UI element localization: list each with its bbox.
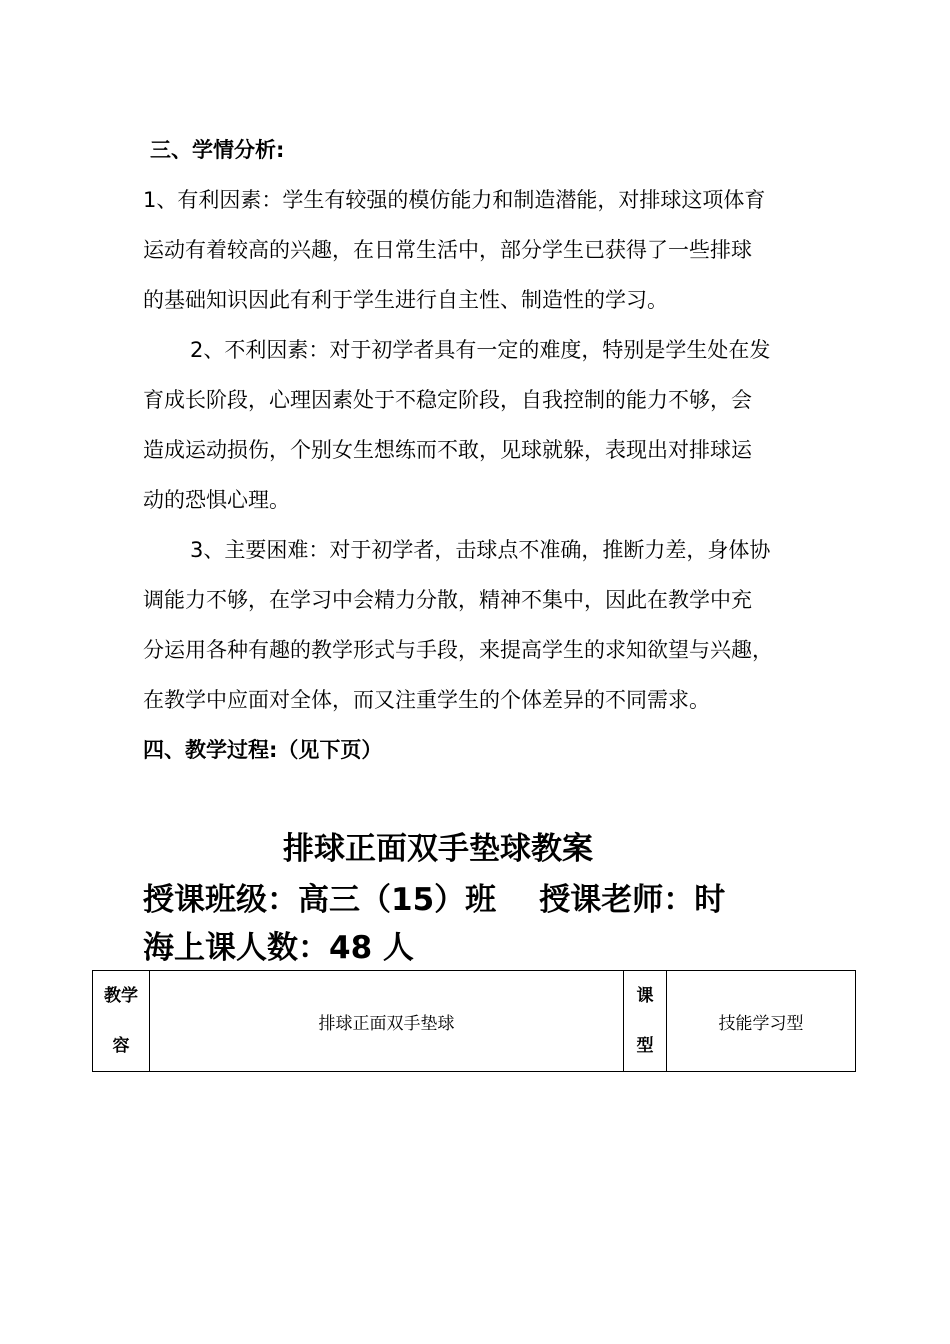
para2-line: 动的恐惧心理。	[143, 488, 290, 512]
section3-title: 三、学情分析:	[150, 138, 285, 162]
content-value-cell	[150, 971, 624, 1072]
plan-title: 排球正面双手垫球教案	[283, 831, 593, 867]
para2-line: 2、不利因素：对于初学者具有一定的难度，特别是学生处在发	[190, 338, 771, 362]
para1-line: 运动有着较高的兴趣，在日常生活中，部分学生已获得了一些排球	[143, 238, 752, 262]
plan-info-line2: 海上课人数：48 人	[143, 930, 414, 966]
content-value: 排球正面双手垫球	[318, 1013, 455, 1034]
type-value: 技能学习型	[718, 1013, 804, 1034]
table-row	[93, 971, 856, 1072]
para2-line: 育成长阶段，心理因素处于不稳定阶段，自我控制的能力不够，会	[143, 388, 752, 412]
para3-line: 3、主要困难：对于初学者，击球点不准确，推断力差，身体协	[190, 538, 771, 562]
content-label-cell	[93, 971, 150, 1072]
type-value-cell	[667, 971, 856, 1072]
para3-line: 在教学中应面对全体，而又注重学生的个体差异的不同需求。	[143, 688, 710, 712]
para3-line: 分运用各种有趣的教学形式与手段，来提高学生的求知欲望与兴趣，	[143, 638, 773, 662]
para2-line: 造成运动损伤，个别女生想练而不敢，见球就躲，表现出对排球运	[143, 438, 752, 462]
plan-info-line1: 授课班级：高三（15）班 授课老师：时	[143, 882, 726, 918]
section4-title: 四、教学过程:（见下页）	[143, 738, 383, 762]
para1-line: 1、有利因素：学生有较强的模仿能力和制造潜能，对排球这项体育	[143, 188, 766, 212]
type-label: 课 型	[636, 986, 654, 1056]
para3-line: 调能力不够，在学习中会精力分散，精神不集中，因此在教学中充	[143, 588, 752, 612]
para1-line: 的基础知识因此有利于学生进行自主性、制造性的学习。	[143, 288, 668, 312]
lesson-info-table	[92, 970, 856, 1072]
type-label-cell	[624, 971, 667, 1072]
content-label: 教学 容	[104, 986, 138, 1056]
